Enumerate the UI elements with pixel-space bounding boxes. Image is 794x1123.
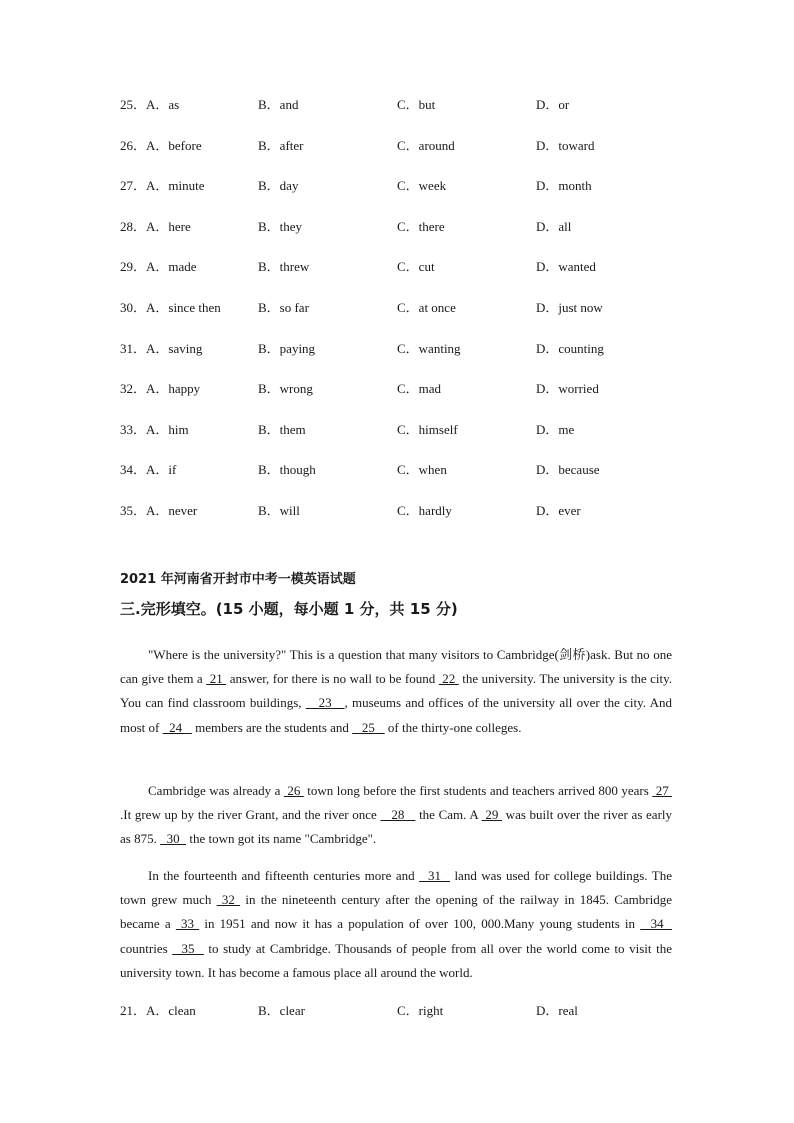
option-a: 35．A．never — [120, 502, 198, 518]
passage-text: In the fourteenth and fifteenth centuries more and — [148, 868, 420, 883]
passage-text: the town got its name "Cambridge". — [186, 831, 377, 847]
passage-text: the university. The university is the city. You can find classroom buildings, — [120, 671, 673, 711]
option-a: 32．A．happy — [120, 381, 201, 397]
option-row-32 — [120, 380, 700, 421]
option-row-27 — [120, 177, 700, 218]
option-b: B．day — [258, 178, 299, 194]
option-a: 29．A．made — [120, 259, 197, 275]
option-c: C．mad — [397, 381, 442, 397]
option-b: B．though — [258, 462, 316, 478]
blank-32: 32 — [216, 892, 241, 908]
blank-26: 26 — [283, 783, 304, 798]
option-b: B．wrong — [258, 381, 313, 397]
blank-30: 30 — [160, 831, 187, 847]
blank-34: 34 — [640, 916, 673, 932]
option-c: C．around — [397, 137, 455, 153]
option-row — [120, 1002, 700, 1043]
option-d: D．ever — [536, 502, 581, 518]
option-a: 33．A．him — [120, 421, 189, 437]
option-d: D．wanted — [536, 259, 596, 275]
option-c: C．week — [397, 178, 447, 194]
passage-paragraph-2 — [120, 779, 672, 852]
option-d: D．me — [536, 421, 575, 437]
option-c: C．there — [397, 218, 445, 234]
option-c: C．himself — [397, 421, 458, 437]
option-d: D．just now — [536, 299, 603, 315]
option-row-21 — [120, 1002, 700, 1043]
passage-text: town long before the first students and teachers arrived 800 years — [303, 783, 653, 798]
option-row-35 — [120, 502, 700, 543]
passage-paragraph-1 — [120, 643, 672, 740]
option-a: 25．A．as — [120, 97, 180, 112]
option-a: 21．A．clean — [120, 1003, 196, 1018]
blank-28: 28 — [380, 807, 416, 823]
option-a: 27．A．minute — [120, 178, 205, 194]
passage-text: to study at Cambridge. Thousands of people from all over the world come to visit the university town. It has become a famous place all around the world. — [120, 940, 673, 980]
blank-31: 31 — [419, 868, 450, 883]
passage-text: countries — [120, 940, 173, 956]
option-a: 26．A．before — [120, 137, 202, 153]
blank-33: 33 — [175, 916, 200, 932]
option-row-28 — [120, 218, 700, 259]
option-d: D．all — [536, 218, 572, 234]
option-d: D．because — [536, 462, 600, 478]
option-d: D．counting — [536, 340, 604, 356]
option-row-30 — [120, 299, 700, 340]
option-c: C．when — [397, 462, 447, 478]
option-b: B．after — [258, 137, 304, 153]
blank-21: 21 — [206, 671, 227, 687]
option-d: D．or — [536, 97, 570, 112]
option-d: D．toward — [536, 137, 595, 153]
blank-23: 23 — [305, 695, 345, 711]
option-b: B．paying — [258, 340, 316, 356]
option-c: C．cut — [397, 259, 435, 275]
option-c: C．hardly — [397, 502, 452, 518]
option-d: D．worried — [536, 381, 599, 397]
option-row-34 — [120, 461, 700, 502]
blank-27: 27 — [652, 783, 672, 798]
option-c: C．right — [397, 1003, 444, 1018]
option-b: B．threw — [258, 259, 310, 275]
option-c: C．wanting — [397, 340, 461, 356]
option-b: B．them — [258, 421, 306, 437]
option-a: 34．A．if — [120, 462, 177, 478]
exam-title: 2021 年河南省开封市中考一模英语试题 — [120, 572, 356, 587]
passage-text: the Cam. A — [415, 807, 482, 823]
option-b: B．they — [258, 218, 303, 234]
passage-text: was built over the river as early as 875. — [120, 807, 673, 847]
option-row-26 — [120, 137, 700, 178]
option-c: C．but — [397, 97, 436, 112]
section-title: 三.完形填空。(15 小题，每小题 1 分，共 15 分) — [120, 600, 458, 618]
option-b: B．so far — [258, 299, 309, 315]
passage-text: , museums and offices of the university all over the city. And most of — [120, 695, 673, 735]
passage-text: land was used for college buildings. The town grew much — [120, 868, 672, 908]
passage-text: in the nineteenth century after the opening of the railway in 1845. Cambridge became a — [120, 892, 672, 932]
passage-text: answer, for there is no wall to be found — [226, 671, 439, 687]
option-a: 28．A．here — [120, 218, 191, 234]
option-b: B．will — [258, 502, 300, 518]
passage-paragraph-3 — [120, 864, 672, 985]
passage-text: Cambridge was already a — [148, 783, 284, 798]
option-a: 31．A．saving — [120, 340, 203, 356]
option-row-29 — [120, 258, 700, 299]
option-a: 30．A．since then — [120, 299, 221, 315]
blank-29: 29 — [481, 807, 503, 823]
passage-text: .It grew up by the river Grant, and the river once — [120, 807, 381, 823]
option-b: B．and — [258, 97, 299, 112]
option-c: C．at once — [397, 299, 456, 315]
option-b: B．clear — [258, 1003, 305, 1018]
blank-35: 35 — [172, 940, 204, 956]
option-row-33 — [120, 421, 700, 462]
option-row-31 — [120, 340, 700, 381]
passage-text: in 1951 and now it has a population of over 100, 000.Many young students in — [199, 916, 641, 932]
passage-text: members are the students and — [191, 719, 353, 735]
passage-text: of the thirty-one colleges. — [384, 719, 522, 735]
passage-text: "Where is the university?" This is a question that many visitors to Cambridge(剑桥)ask. But no one can give them a — [120, 647, 672, 687]
blank-22: 22 — [438, 671, 459, 687]
options-list — [120, 96, 700, 543]
blank-25: 25 — [352, 719, 385, 735]
option-row-25 — [120, 96, 700, 137]
option-d: D．month — [536, 178, 592, 194]
option-d: D．real — [536, 1003, 578, 1018]
blank-24: 24 — [162, 719, 192, 735]
